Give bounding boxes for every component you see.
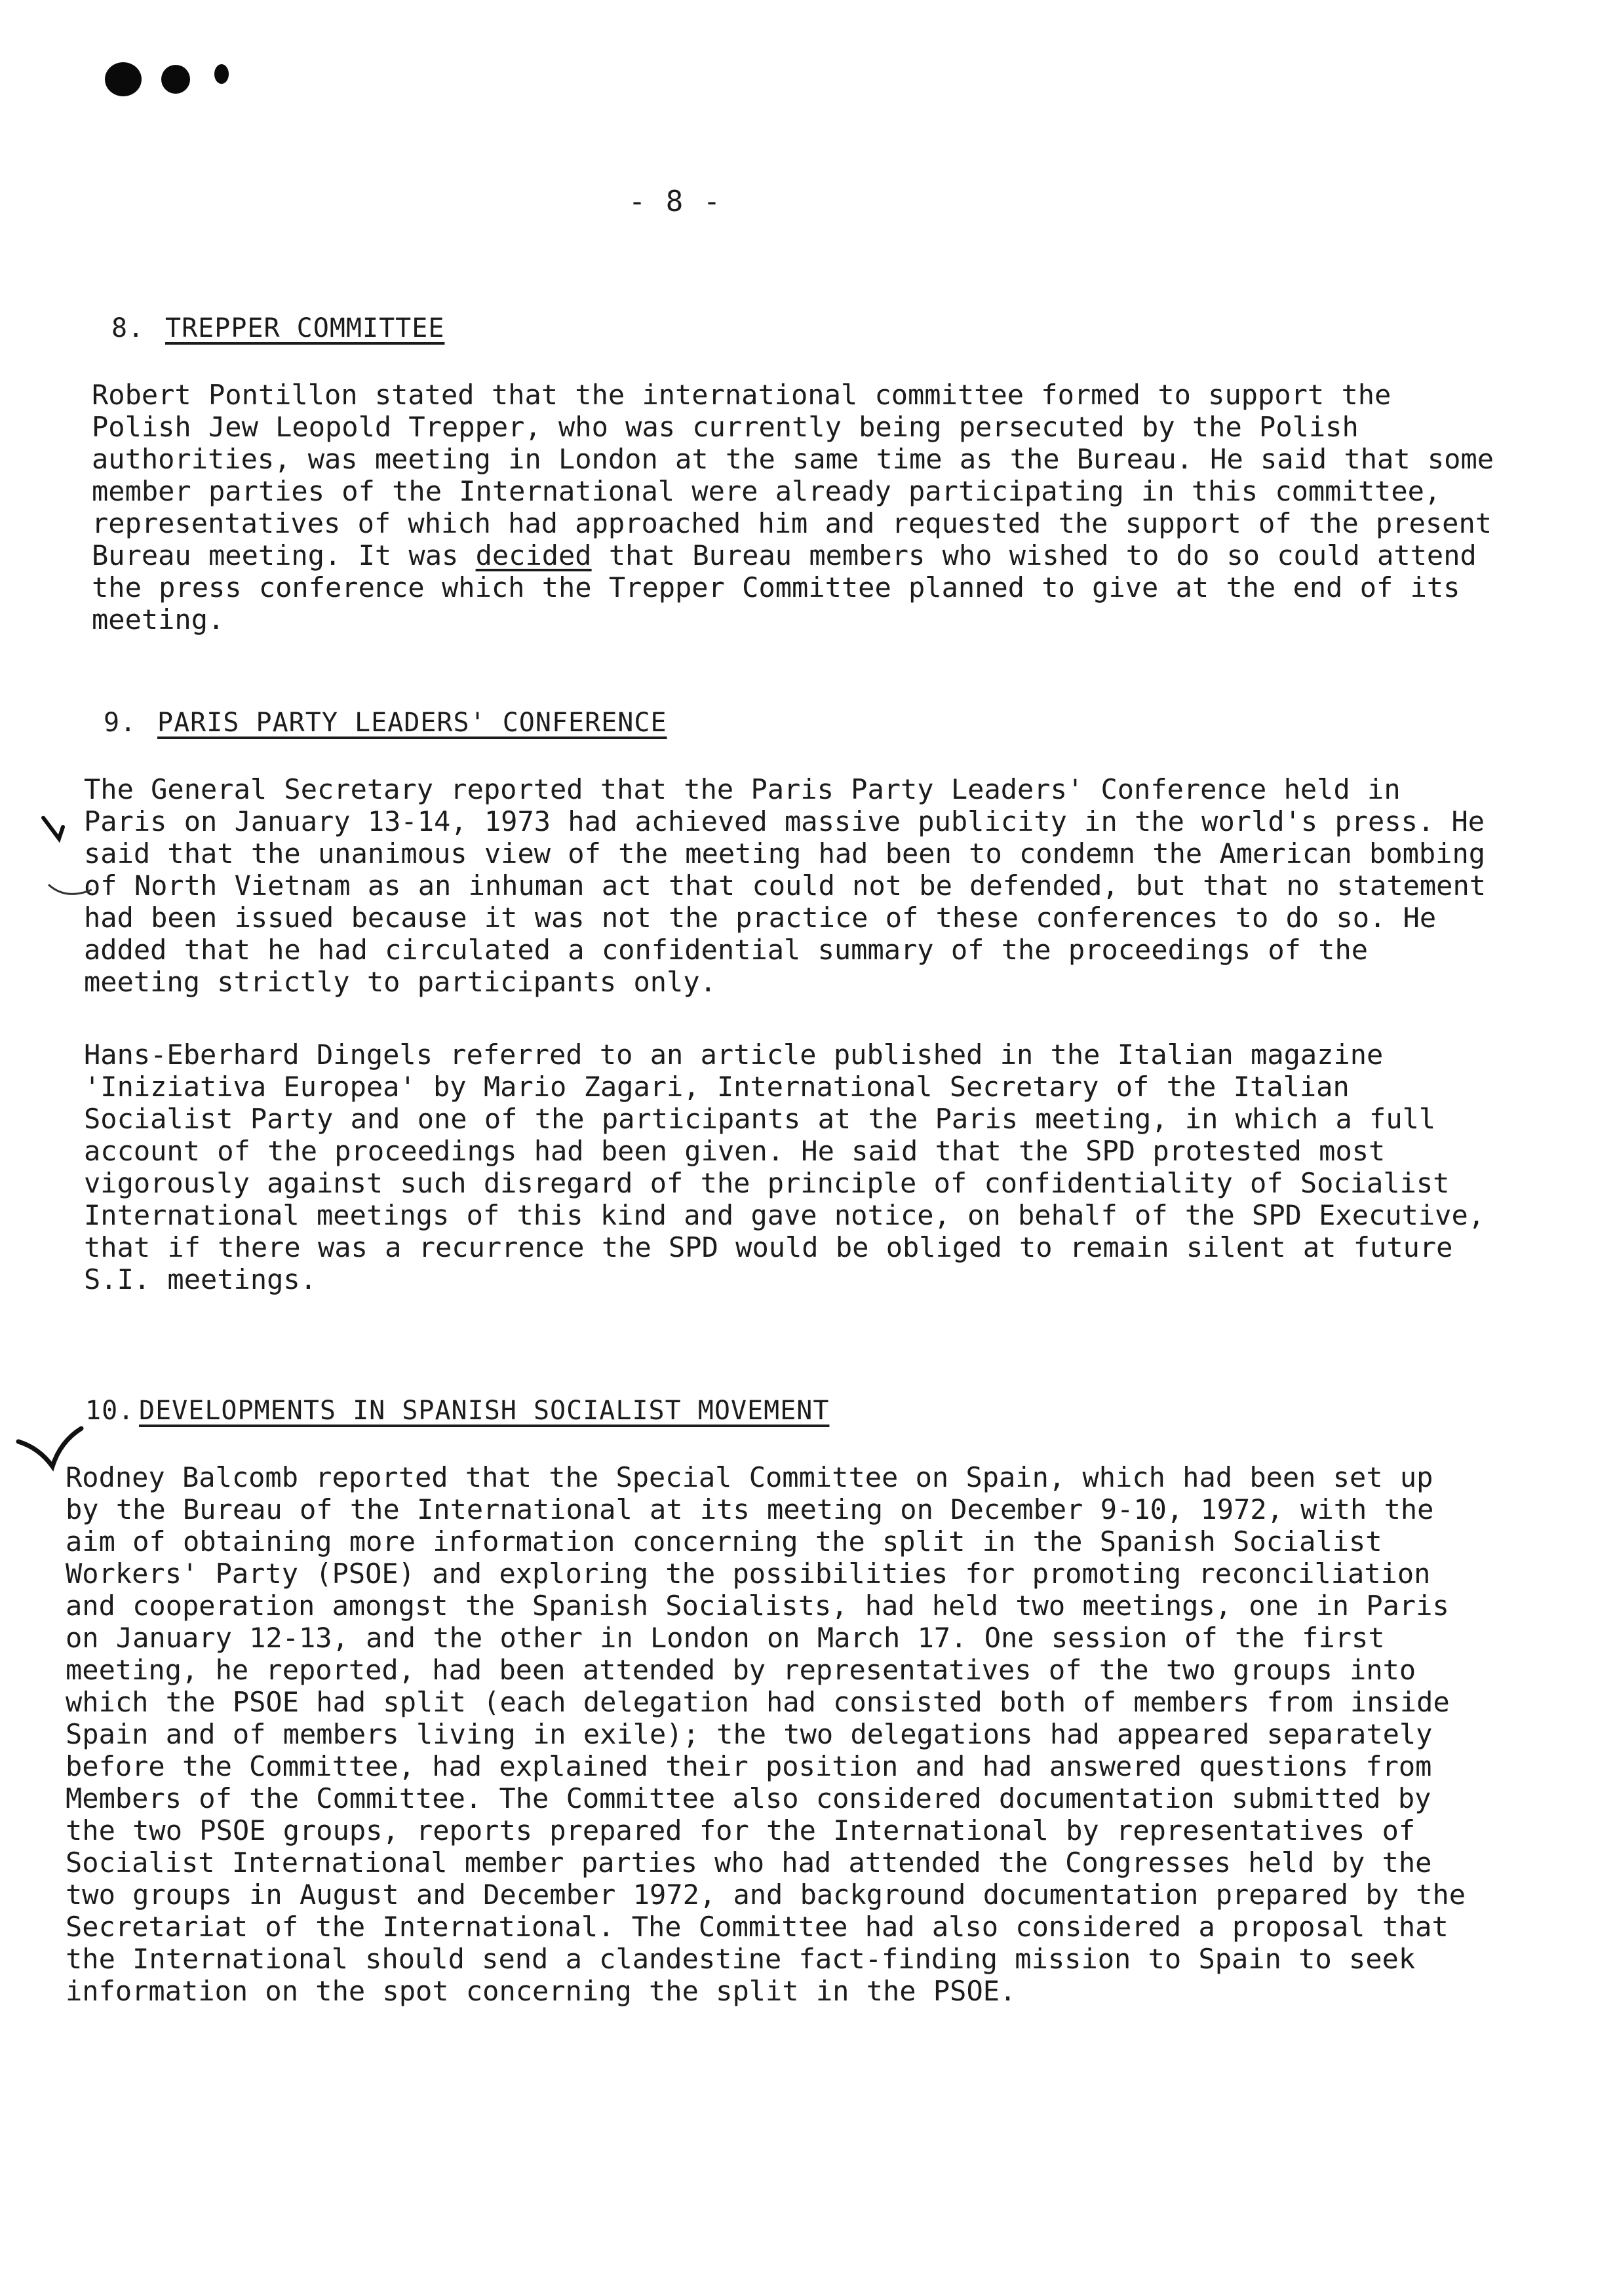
paragraph: Hans-Eberhard Dingels referred to an article published in the Italian magazine 'Iniziativa Europea' by Mario Zagari, International Secretary of the Italian Socialist Party and one of the participants at the Paris meeting, in which a full account of the proceedings had been given. He said that the SPD protested most vigorously against such disregard of the principle of confidentiality of Socialist International meetings of this kind and gave notice, on behalf of the SPD Executive, that if there was a recurrence the SPD would be obliged to remain silent at future S.I. meetings. bbox=[84, 1039, 1485, 1295]
section-number: 9. bbox=[104, 708, 137, 738]
section-number: 8. bbox=[111, 313, 145, 343]
margin-check-icon bbox=[13, 1422, 85, 1474]
section-heading bbox=[111, 313, 1508, 343]
section-title: TREPPER COMMITTEE bbox=[165, 313, 445, 343]
page-number: - 8 - bbox=[628, 185, 722, 218]
section-title: DEVELOPMENTS IN SPANISH SOCIALIST MOVEMENT bbox=[139, 1396, 830, 1426]
section-number: 10. bbox=[85, 1396, 135, 1426]
paragraph: Rodney Balcomb reported that the Special Committee on Spain, which had been set up by the Bureau of the International at its meeting on December 9-10, 1972, with the aim of obtaining more information concerning the split in the Spanish Socialist Workers' Party (PSOE) and exploring the possibilities for promoting reconciliation and cooperation amongst the Spanish Socialists, had held two meetings, one in Paris on January 12-13, and the other in London on March 17. One session of the first meeting, he reported, had been attended by representatives of the two groups into which the PSOE had split (each delegation had consisted both of members from inside Spain and of members living in exile); the two delegations had appeared separately before the Committee, had explained their position and had answered questions from Members of the Committee. The Committee also considered documentation submitted by the two PSOE groups, reports prepared for the International by representatives of Socialist International member parties who had attended the Congresses held by the two groups in August and December 1972, and background documentation prepared by the Secretariat of the International. The Committee had also considered a proposal that the International should send a clandestine fact-finding mission to Spain to seek information on the spot concerning the split in the PSOE. bbox=[66, 1461, 1466, 2007]
section-paris-party-leaders-conference bbox=[84, 708, 1500, 1336]
paragraph-text: that Bureau members who wished to do so could attend the press conference which the Trepper Committee planned to give at the end of its meeting. bbox=[92, 539, 1477, 636]
underlined-word: decided bbox=[475, 539, 592, 571]
paragraph: The General Secretary reported that the Paris Party Leaders' Conference held in Paris on January 13-14, 1973 had achieved massive publicity in the world's press. He said that the unanimous view of the meeting had been to condemn the American bombing of North Vietnam as an inhuman act that could not be defended, but that no statement had been issued because it was not the practice of these conferences to do so. He added that he had circulated a confidential summary of the proceedings of the meeting strictly to participants only. bbox=[84, 773, 1487, 998]
margin-tick-icon bbox=[39, 813, 79, 852]
paragraph bbox=[92, 379, 1508, 636]
section-title: PARIS PARTY LEADERS' CONFERENCE bbox=[157, 708, 667, 738]
paragraph-text: Robert Pontillon stated that the international committee formed to support the Polish Jew Leopold Trepper, who was currently being persecuted by the Polish authorities, was meeting in London at the same time as the Bureau. He said that some member parties of the International were already participating in this committee, representatives of which had approached him and requested the support of the present Bureau meeting. It was bbox=[92, 379, 1494, 571]
section-heading bbox=[104, 708, 1500, 738]
margin-bracket-icon bbox=[46, 871, 98, 904]
punch-holes-icon bbox=[98, 56, 256, 102]
section-spanish-socialist-movement bbox=[66, 1396, 1481, 2048]
section-heading bbox=[85, 1396, 1481, 1426]
section-trepper-committee bbox=[92, 313, 1508, 676]
